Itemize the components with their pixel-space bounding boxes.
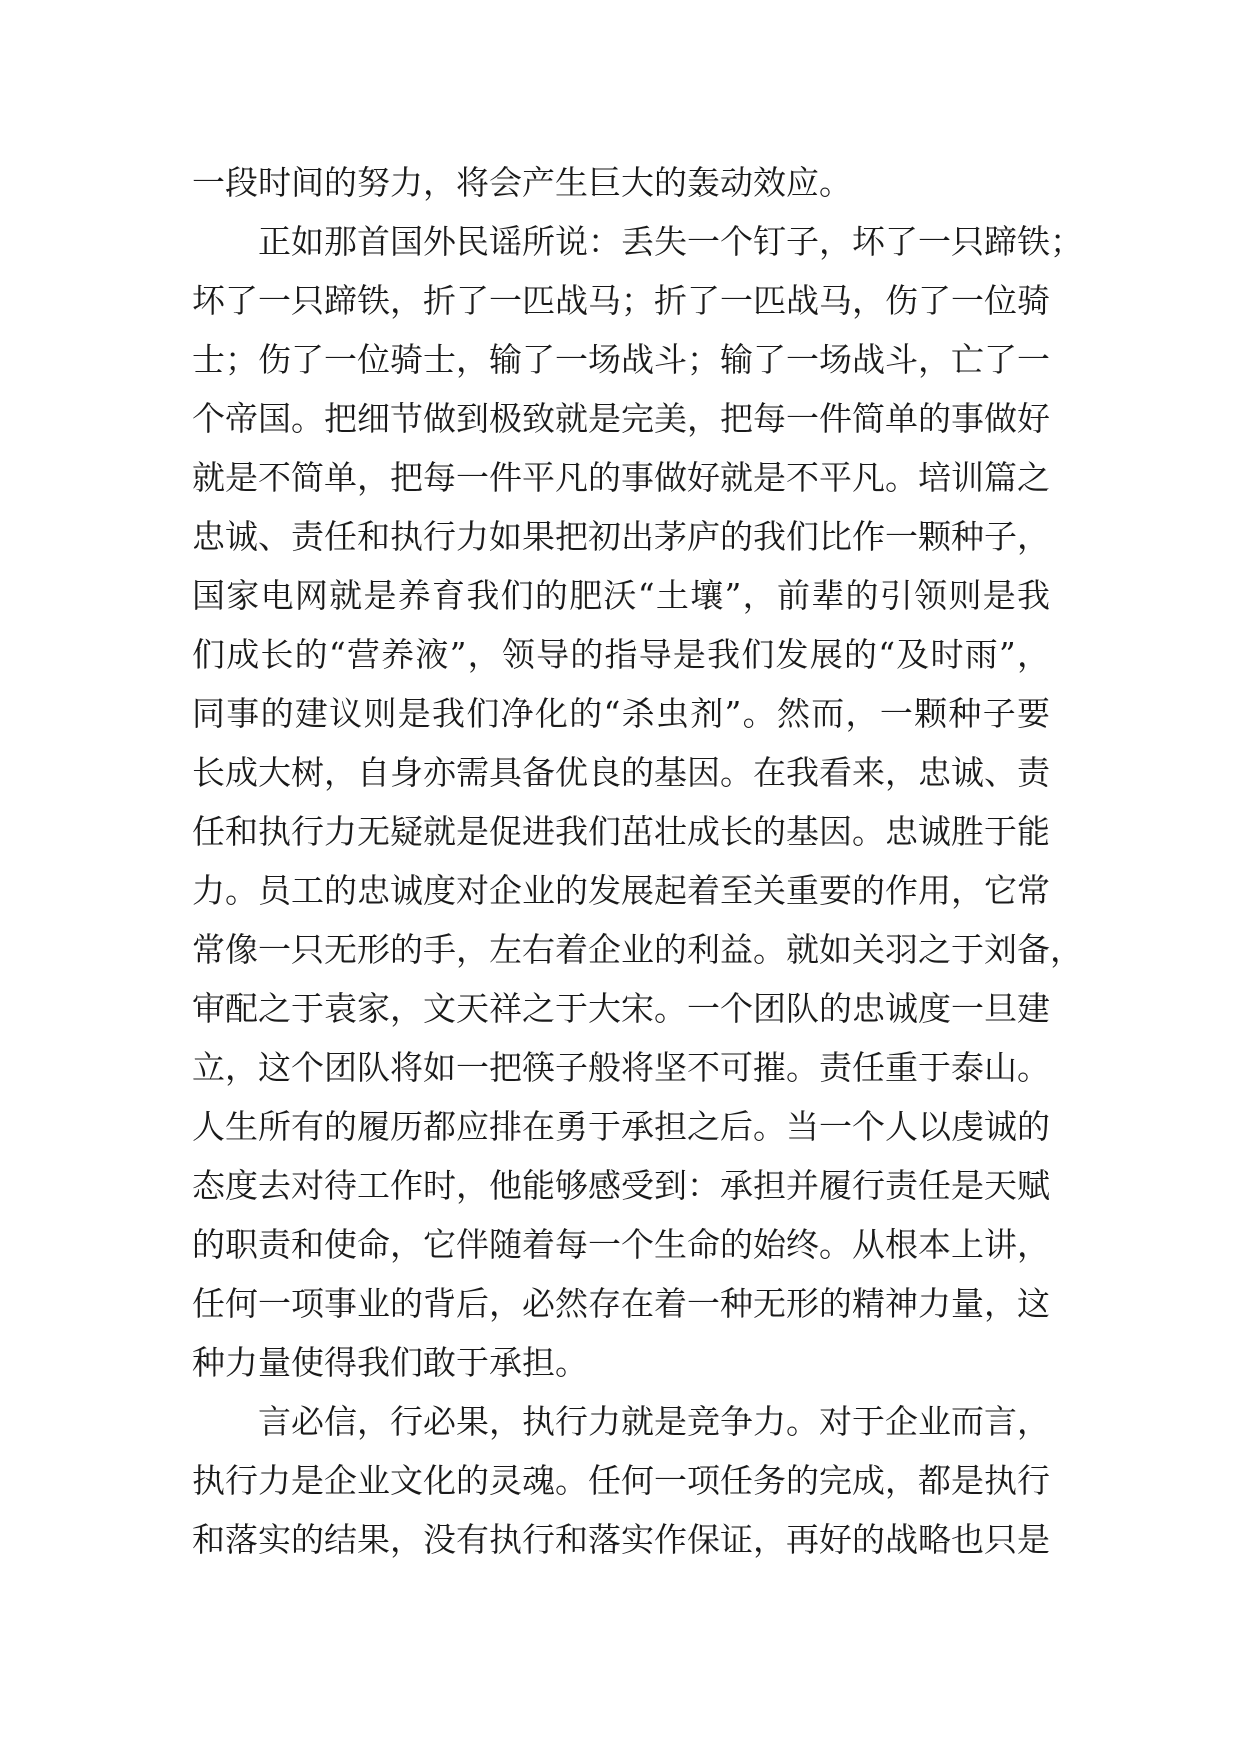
paragraph-line: 国家电网就是养育我们的肥沃“土壤”，前辈的引领则是我 <box>192 576 1050 615</box>
paragraph-line: 立，这个团队将如一把筷子般将坚不可摧。责任重于泰山。 <box>192 1048 1050 1087</box>
paragraph-line: 态度去对待工作时，他能够感受到：承担并履行责任是天赋 <box>192 1166 1050 1205</box>
paragraph-line: 和落实的结果，没有执行和落实作保证，再好的战略也只是 <box>192 1520 1050 1559</box>
paragraph-line: 正如那首国外民谣所说：丢失一个钉子，坏了一只蹄铁； <box>258 222 1083 261</box>
paragraph-line: 同事的建议则是我们净化的“杀虫剂”。然而，一颗种子要 <box>192 694 1050 733</box>
paragraph-line: 坏了一只蹄铁，折了一匹战马；折了一匹战马，伤了一位骑 <box>192 281 1050 320</box>
paragraph-line: 的职责和使命，它伴随着每一个生命的始终。从根本上讲， <box>192 1225 1050 1264</box>
paragraph-line: 执行力是企业文化的灵魂。任何一项任务的完成，都是执行 <box>192 1461 1050 1500</box>
paragraph-line: 个帝国。把细节做到极致就是完美，把每一件简单的事做好 <box>192 399 1050 438</box>
paragraph-line: 一段时间的努力，将会产生巨大的轰动效应。 <box>192 163 852 202</box>
paragraph-line: 们成长的“营养液”，领导的指导是我们发展的“及时雨”， <box>192 635 1050 674</box>
paragraph-line: 人生所有的履历都应排在勇于承担之后。当一个人以虔诚的 <box>192 1107 1050 1146</box>
paragraph-line: 就是不简单，把每一件平凡的事做好就是不平凡。培训篇之 <box>192 458 1050 497</box>
body-text <box>192 153 1083 1569</box>
paragraph-line: 常像一只无形的手，左右着企业的利益。就如关羽之于刘备， <box>192 930 1083 969</box>
paragraph-line: 任何一项事业的背后，必然存在着一种无形的精神力量，这 <box>192 1284 1050 1323</box>
paragraph-line: 言必信，行必果，执行力就是竞争力。对于企业而言， <box>258 1402 1050 1441</box>
paragraph-line: 种力量使得我们敢于承担。 <box>192 1343 588 1382</box>
paragraph-line: 士；伤了一位骑士，输了一场战斗；输了一场战斗，亡了一 <box>192 340 1050 379</box>
paragraph-line: 任和执行力无疑就是促进我们茁壮成长的基因。忠诚胜于能 <box>192 812 1050 851</box>
paragraph-line: 长成大树，自身亦需具备优良的基因。在我看来，忠诚、责 <box>192 753 1050 792</box>
paragraph-line: 忠诚、责任和执行力如果把初出茅庐的我们比作一颗种子， <box>192 517 1050 556</box>
paragraph-line: 力。员工的忠诚度对企业的发展起着至关重要的作用，它常 <box>192 871 1050 910</box>
paragraph-line: 审配之于袁家，文天祥之于大宋。一个团队的忠诚度一旦建 <box>192 989 1050 1028</box>
